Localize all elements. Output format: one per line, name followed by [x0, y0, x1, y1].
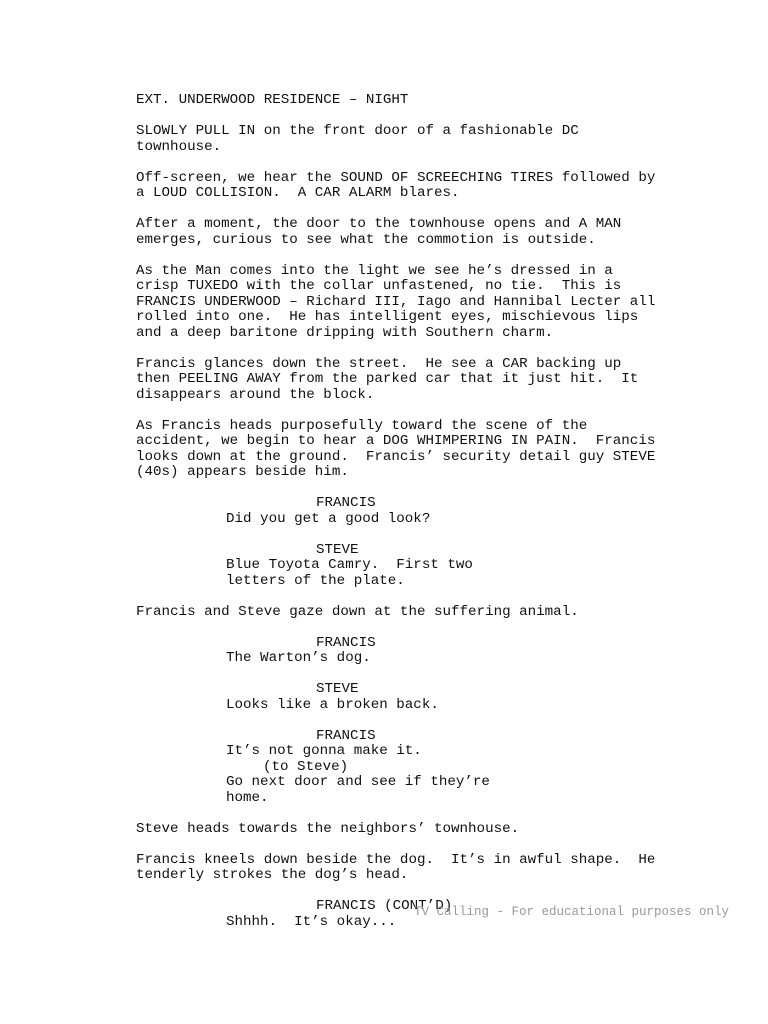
watermark-text: TV Calling - For educational purposes only: [414, 905, 730, 919]
action-paragraph: After a moment, the door to the townhouse opens and A MAN emerges, curious to see what the commotion is outside.: [136, 216, 622, 248]
character-name: FRANCIS: [316, 634, 376, 651]
scene-heading: EXT. UNDERWOOD RESIDENCE – NIGHT: [136, 92, 409, 108]
dialogue-block: [136, 496, 696, 527]
dialogue-line: Shhhh. It’s okay...: [226, 913, 397, 930]
parenthetical: (to Steve): [263, 758, 349, 775]
character-name: FRANCIS: [316, 495, 376, 511]
screenplay-body: [136, 93, 696, 946]
dialogue-line: Did you get a good look?: [226, 510, 431, 527]
action-paragraph: SLOWLY PULL IN on the front door of a fashionable DC townhouse.: [136, 123, 579, 155]
dialogue-line: It’s not gonna make it.: [226, 743, 422, 759]
character-name: FRANCIS: [316, 727, 376, 744]
dialogue-line: The Warton’s dog.: [226, 650, 371, 666]
character-name: STEVE: [316, 541, 359, 558]
action-paragraph: Francis and Steve gaze down at the suffering animal.: [136, 603, 579, 620]
action-paragraph: Steve heads towards the neighbors’ townhouse.: [136, 820, 520, 837]
dialogue-line: Looks like a broken back.: [226, 696, 439, 713]
dialogue-block: [136, 729, 696, 807]
dialogue-block: [136, 636, 696, 667]
character-name: STEVE: [316, 681, 359, 697]
action-paragraph: Off-screen, we hear the SOUND OF SCREECHING TIRES followed by a LOUD COLLISION. A CAR ALARM blares.: [136, 169, 656, 201]
character-name: FRANCIS (CONT’D): [316, 898, 453, 914]
dialogue-line: Blue Toyota Camry. First two letters of the plate.: [226, 557, 473, 589]
dialogue-block: [136, 682, 696, 713]
action-paragraph: As Francis heads purposefully toward the scene of the accident, we begin to hear a DOG WHIMPERING IN PAIN. Francis looks down at the ground. Francis’ security detail guy STEVE (40s) appears beside him.: [136, 417, 656, 480]
action-paragraph: As the Man comes into the light we see he’s dressed in a crisp TUXEDO with the collar unfastened, no tie. This is FRANCIS UNDERWOOD – Richard III, Iago and Hannibal Lecter all rolled into one. He has intelligent eyes, mischievous lips and a deep baritone dripping with Southern charm.: [136, 262, 656, 341]
dialogue-line: Go next door and see if they’re home.: [226, 774, 490, 806]
action-paragraph: Francis kneels down beside the dog. It’s in awful shape. He tenderly strokes the dog’s head.: [136, 851, 656, 883]
dialogue-block: [136, 543, 696, 590]
action-paragraph: Francis glances down the street. He see a CAR backing up then PEELING AWAY from the parked car that it just hit. It disappears around the block.: [136, 355, 639, 403]
